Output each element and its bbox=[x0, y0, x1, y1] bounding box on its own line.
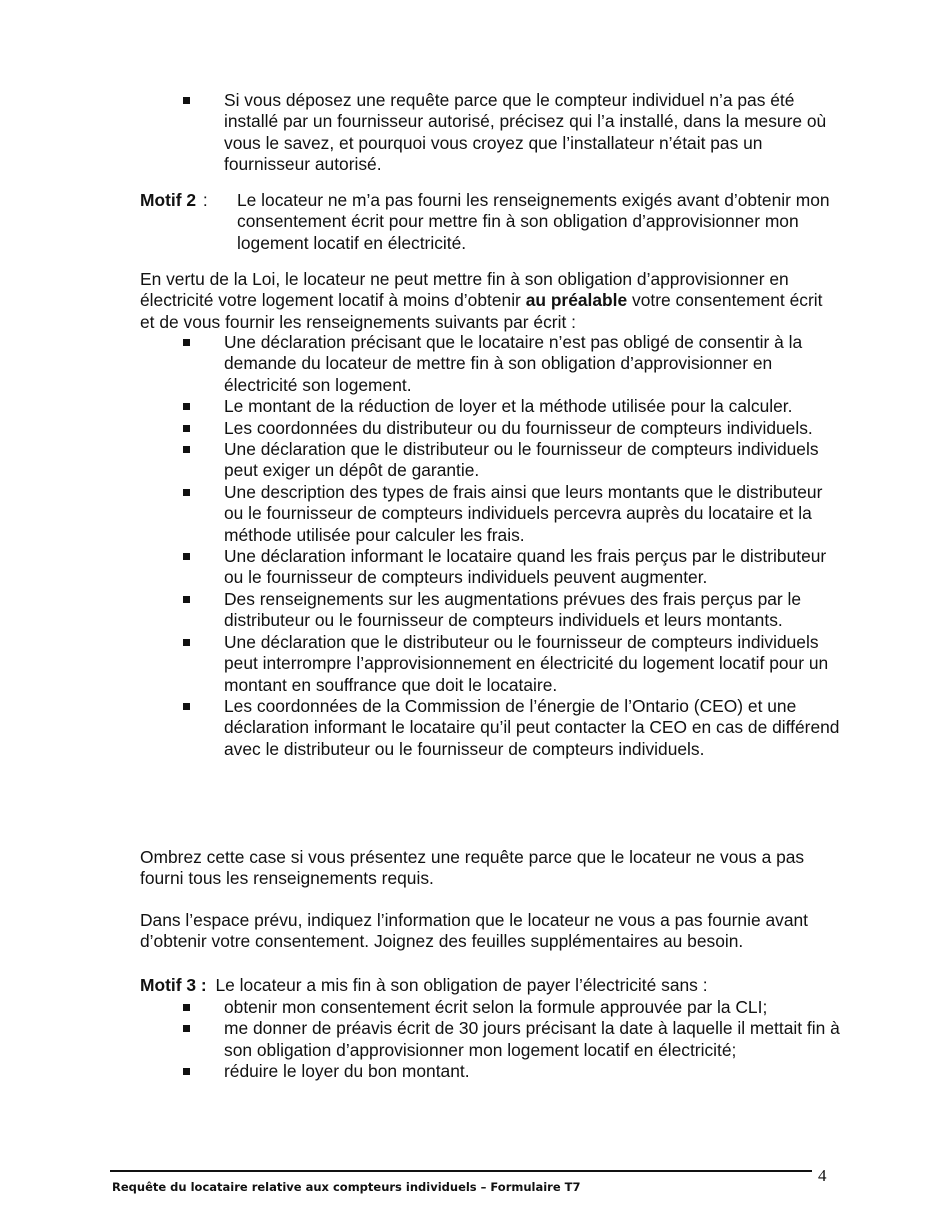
motif3-text: Le locateur a mis fin à son obligation de payer l’électricité sans : bbox=[215, 975, 708, 995]
list-item: me donner de préavis écrit de 30 jours précisant la date à laquelle il mettait fin à son obligation d’approvisionner mon logement locatif en électricité; bbox=[224, 1018, 844, 1061]
intro-paragraph: En vertu de la Loi, le locateur ne peut mettre fin à son obligation d’approvisionner en électricité votre logement locatif à moins d’obtenir au préalable votre consentement écrit et de vous fournir les renseignements suivants par écrit : bbox=[140, 269, 823, 332]
list-item: Si vous déposez une requête parce que le compteur individuel n’a pas été installé par un fournisseur autorisé, précisez qui l’a installé, dans la mesure où vous le savez, et pourquoi vous croyez que l’installateur n’était pas un fournisseur autorisé. bbox=[224, 90, 844, 176]
motif3-bullet-list bbox=[224, 997, 844, 1083]
list-item: Une déclaration que le distributeur ou le fournisseur de compteurs individuels peut exiger un dépôt de garantie. bbox=[224, 439, 844, 482]
space-paragraph: Dans l’espace prévu, indiquez l’information que le locateur ne vous a pas fournie avant d’obtenir votre consentement. Joignez des feuilles supplémentaires au besoin. bbox=[140, 910, 809, 952]
bullet-icon bbox=[183, 1068, 190, 1075]
top-bullet-list bbox=[224, 90, 844, 176]
page-number: 4 bbox=[818, 1166, 827, 1185]
motif3-label: Motif 3 : bbox=[140, 975, 207, 995]
bullet-icon bbox=[183, 639, 190, 646]
list-item: Le montant de la réduction de loyer et la méthode utilisée pour la calculer. bbox=[224, 396, 844, 417]
bullet-icon bbox=[183, 425, 190, 432]
list-item: Une déclaration précisant que le locataire n’est pas obligé de consentir à la demande du locateur de mettre fin à son obligation d’approvisionner en électricité son logement. bbox=[224, 332, 844, 396]
bullet-icon bbox=[183, 1004, 190, 1011]
shade-paragraph: Ombrez cette case si vous présentez une requête parce que le locateur ne vous a pas fourni tous les renseignements requis. bbox=[140, 847, 805, 889]
bullet-icon bbox=[183, 339, 190, 346]
list-item: obtenir mon consentement écrit selon la formule approuvée par la CLI; bbox=[224, 997, 844, 1018]
list-item: Une déclaration informant le locataire quand les frais perçus par le distributeur ou le fournisseur de compteurs individuels peuvent augmenter. bbox=[224, 546, 844, 589]
footer-rule bbox=[110, 1170, 812, 1172]
motif2-label: Motif 2 bbox=[140, 190, 197, 210]
motif2-colon: : bbox=[202, 190, 208, 210]
bullet-icon bbox=[183, 1025, 190, 1032]
list-item: Une description des types de frais ainsi que leurs montants que le distributeur ou le fournisseur de compteurs individuels percevra auprès du locataire et la méthode utilisée pour calculer les frais. bbox=[224, 482, 844, 546]
bullet-icon bbox=[183, 703, 190, 710]
footer-title: Requête du locataire relative aux compteurs individuels – Formulaire T7 bbox=[112, 1180, 581, 1194]
list-item: Une déclaration que le distributeur ou le fournisseur de compteurs individuels peut interrompre l’approvisionnement en électricité du logement locatif pour un montant en souffrance que doit le locataire. bbox=[224, 632, 844, 696]
intro-bold: au préalable bbox=[525, 290, 628, 311]
motif3-heading bbox=[140, 975, 840, 996]
info-bullet-list bbox=[224, 332, 844, 760]
motif2-label-group bbox=[140, 190, 208, 211]
bullet-icon bbox=[183, 489, 190, 496]
list-item: Les coordonnées du distributeur ou du fournisseur de compteurs individuels. bbox=[224, 418, 844, 439]
list-item: réduire le loyer du bon montant. bbox=[224, 1061, 844, 1082]
bullet-icon bbox=[183, 553, 190, 560]
list-item: Des renseignements sur les augmentations prévues des frais perçus par le distributeur ou le fournisseur de compteurs individuels et leurs montants. bbox=[224, 589, 844, 632]
bullet-icon bbox=[183, 446, 190, 453]
bullet-icon bbox=[183, 97, 190, 104]
motif2-text: Le locateur ne m’a pas fourni les renseignements exigés avant d’obtenir mon consentement écrit pour mettre fin à son obligation d’approvisionner mon logement locatif en électricité. bbox=[237, 190, 830, 253]
bullet-icon bbox=[183, 403, 190, 410]
list-item: Les coordonnées de la Commission de l’énergie de l’Ontario (CEO) et une déclaration informant le locataire qu’il peut contacter la CEO en cas de différend avec le distributeur ou le fournisseur de compteurs individuels. bbox=[224, 696, 844, 760]
bullet-icon bbox=[183, 596, 190, 603]
